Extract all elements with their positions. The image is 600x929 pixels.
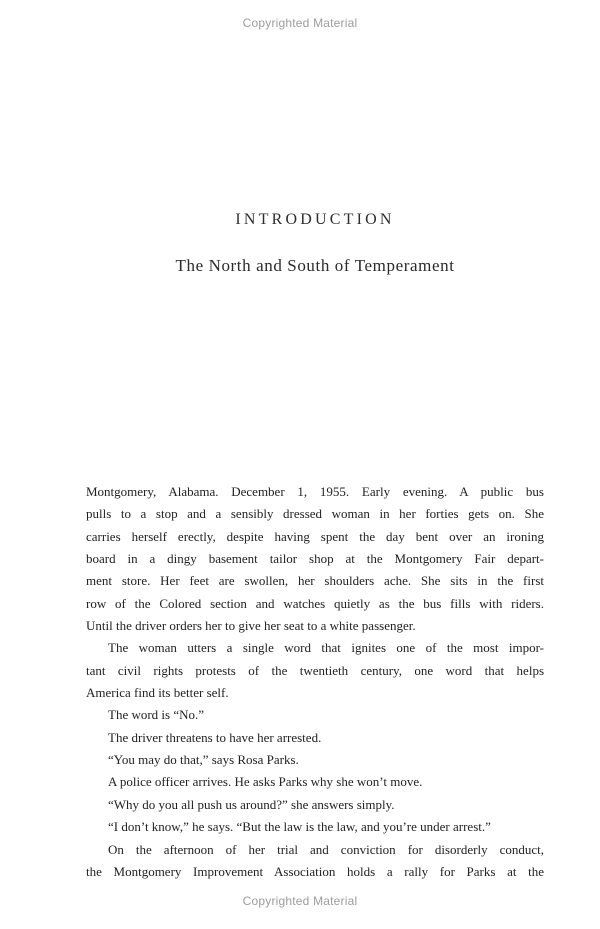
text-line: The word is “No.” [108, 707, 205, 723]
text-line: “I don’t know,” he says. “But the law is the law, and you’re under arrest.” [108, 819, 491, 835]
copyright-notice-top: Copyrighted Material [242, 16, 358, 30]
text-line: The driver threatens to have her arrested. [108, 729, 322, 745]
text-line: ment store. Her feet are swollen, her shoulders ache. She sits in the first [86, 573, 544, 589]
text-line: pulls to a stop and a sensibly dressed woman in her forties gets on. She [86, 506, 544, 522]
text-line: board in a dingy basement tailor shop at the Montgomery Fair depart- [86, 551, 544, 567]
text-line: On the afternoon of her trial and conviction for disorderly conduct, [108, 841, 544, 857]
chapter-subtitle: The North and South of Temperament [175, 256, 455, 275]
text-line: A police officer arrives. He asks Parks why she won’t move. [108, 774, 423, 790]
chapter-title: INTRODUCTION [235, 211, 395, 228]
text-line: Until the driver orders her to give her seat to a white passenger. [86, 618, 416, 634]
text-line: The woman utters a single word that ignites one of the most impor- [108, 640, 544, 656]
text-line: row of the Colored section and watches quietly as the bus fills with riders. [86, 595, 544, 611]
text-line: “Why do you all push us around?” she answers simply. [108, 796, 395, 812]
text-line: carries herself erectly, despite having spent the day bent over an ironing [86, 528, 544, 544]
text-line: Montgomery, Alabama. December 1, 1955. Early evening. A public bus [86, 484, 544, 499]
text-line: tant civil rights protests of the twentieth century, one word that helps [86, 662, 544, 678]
body-text [86, 481, 544, 883]
text-line: the Montgomery Improvement Association holds a rally for Parks at the [86, 863, 544, 879]
copyright-notice-bottom: Copyrighted Material [242, 894, 358, 908]
text-line: America find its better self. [86, 685, 229, 701]
text-line: “You may do that,” says Rosa Parks. [108, 752, 299, 768]
